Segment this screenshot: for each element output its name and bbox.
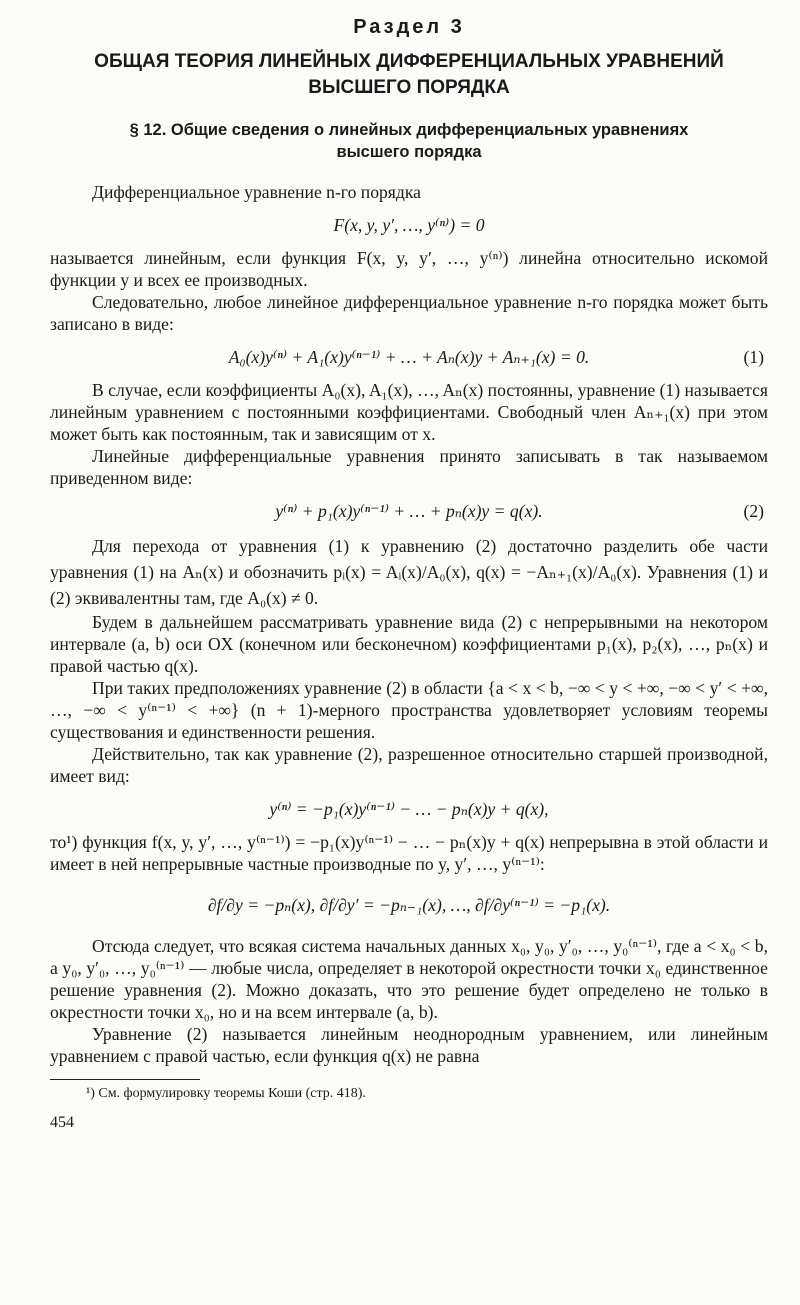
footnote: ¹) См. формулировку теоремы Коши (стр. 418). bbox=[86, 1086, 366, 1101]
page bbox=[50, 10, 768, 1132]
formula-1 bbox=[50, 345, 768, 369]
formula-4 bbox=[50, 885, 768, 925]
paragraph-1: Дифференциальное уравнение n-го порядка bbox=[92, 182, 421, 202]
paragraph-title: § 12. Общие сведения о линейных дифференциальных уравнениях высшего порядка bbox=[129, 121, 689, 161]
formula-0-text: F(x, y, y′, …, y⁽ⁿ⁾) = 0 bbox=[333, 215, 485, 235]
paragraph-10: то¹) функция f(x, y, y′, …, y⁽ⁿ⁻¹⁾) = −p₁(x)y⁽ⁿ⁻¹⁾ − … − pₙ(x)y + q(x) непрерывна в этой области и имеет в ней непрерывные частные производные по y, y′, …, y⁽ⁿ⁻¹⁾: bbox=[50, 832, 768, 874]
paragraph-2: называется линейным, если функция F(x, y, y′, …, y⁽ⁿ⁾) линейна относительно искомой функции y и всех ее производных. bbox=[50, 248, 768, 290]
equation-number-2: (2) bbox=[743, 501, 764, 521]
formula-3 bbox=[50, 797, 768, 821]
paragraph-8: При таких предположениях уравнение (2) в области {a < x < b, −∞ < y < +∞, −∞ < y′ < +∞, …, −∞ < y⁽ⁿ⁻¹⁾ < +∞} (n + 1)-мерного пространства удовлетворяет условиям теоремы существования и единственности решения. bbox=[50, 678, 768, 742]
formula-2 bbox=[50, 499, 768, 523]
formula-4-text: ∂f/∂y = −pₙ(x), ∂f/∂y′ = −pₙ₋₁(x), …, ∂f/∂y⁽ⁿ⁻¹⁾ = −p₁(x). bbox=[207, 895, 611, 915]
paragraph-3: Следовательно, любое линейное дифференциальное уравнение n-го порядка может быть записано в виде: bbox=[50, 292, 768, 334]
formula-3-text: y⁽ⁿ⁾ = −p₁(x)y⁽ⁿ⁻¹⁾ − … − pₙ(x)y + q(x), bbox=[269, 799, 549, 819]
section-label: Раздел 3 bbox=[353, 16, 465, 38]
footnote-rule bbox=[50, 1079, 200, 1080]
paragraph-4: В случае, если коэффициенты A₀(x), A₁(x), …, Aₙ(x) постоянны, уравнение (1) называется линейным уравнением с постоянными коэффициентами. Свободный член Aₙ₊₁(x) при этом может быть как постоянным, так и зависящим от x. bbox=[50, 380, 768, 444]
formula-1-text: A₀(x)y⁽ⁿ⁾ + A₁(x)y⁽ⁿ⁻¹⁾ + … + Aₙ(x)y + Aₙ₊₁(x) = 0. bbox=[228, 347, 590, 367]
paragraph-12: Уравнение (2) называется линейным неоднородным уравнением, или линейным уравнением с правой частью, если функция q(x) не равна bbox=[50, 1024, 768, 1066]
paragraph-5: Линейные дифференциальные уравнения принято записывать в так называемом приведенном виде: bbox=[50, 446, 768, 488]
formula-2-text: y⁽ⁿ⁾ + p₁(x)y⁽ⁿ⁻¹⁾ + … + pₙ(x)y = q(x). bbox=[275, 501, 543, 521]
paragraph-9: Действительно, так как уравнение (2), разрешенное относительно старшей производной, имеет вид: bbox=[50, 744, 768, 786]
paragraph-11: Отсюда следует, что всякая система начальных данных x₀, y₀, y′₀, …, y₀⁽ⁿ⁻¹⁾, где a < x₀ < b, а y₀, y′₀, …, y₀⁽ⁿ⁻¹⁾ — любые числа, определяет в некоторой окрестности точки x₀ единственное решение уравнения (2). Можно доказать, что это решение будет определено не только в окрестности точки x₀, но и на всем интервале (a, b). bbox=[50, 936, 768, 1022]
page-number: 454 bbox=[50, 1114, 74, 1131]
equation-number-1: (1) bbox=[743, 347, 764, 367]
paragraph-7: Будем в дальнейшем рассматривать уравнение вида (2) с непрерывными на некотором интервале (a, b) оси OX (конечном или бесконечном) коэффициентами p₁(x), p₂(x), …, pₙ(x) и правой частью q(x). bbox=[50, 612, 768, 676]
section-title: ОБЩАЯ ТЕОРИЯ ЛИНЕЙНЫХ ДИФФЕРЕНЦИАЛЬНЫХ УРАВНЕНИЙ ВЫСШЕГО ПОРЯДКА bbox=[94, 51, 724, 98]
formula-0 bbox=[50, 213, 768, 237]
paragraph-6: Для перехода от уравнения (1) к уравнению (2) достаточно разделить обе части уравнения (1) на Aₙ(x) и обозначить pᵢ(x) = Aᵢ(x)/A₀(x), q(x) = −Aₙ₊₁(x)/A₀(x). Уравнения (1) и (2) эквивалентны там, где A₀(x) ≠ 0. bbox=[50, 536, 768, 608]
